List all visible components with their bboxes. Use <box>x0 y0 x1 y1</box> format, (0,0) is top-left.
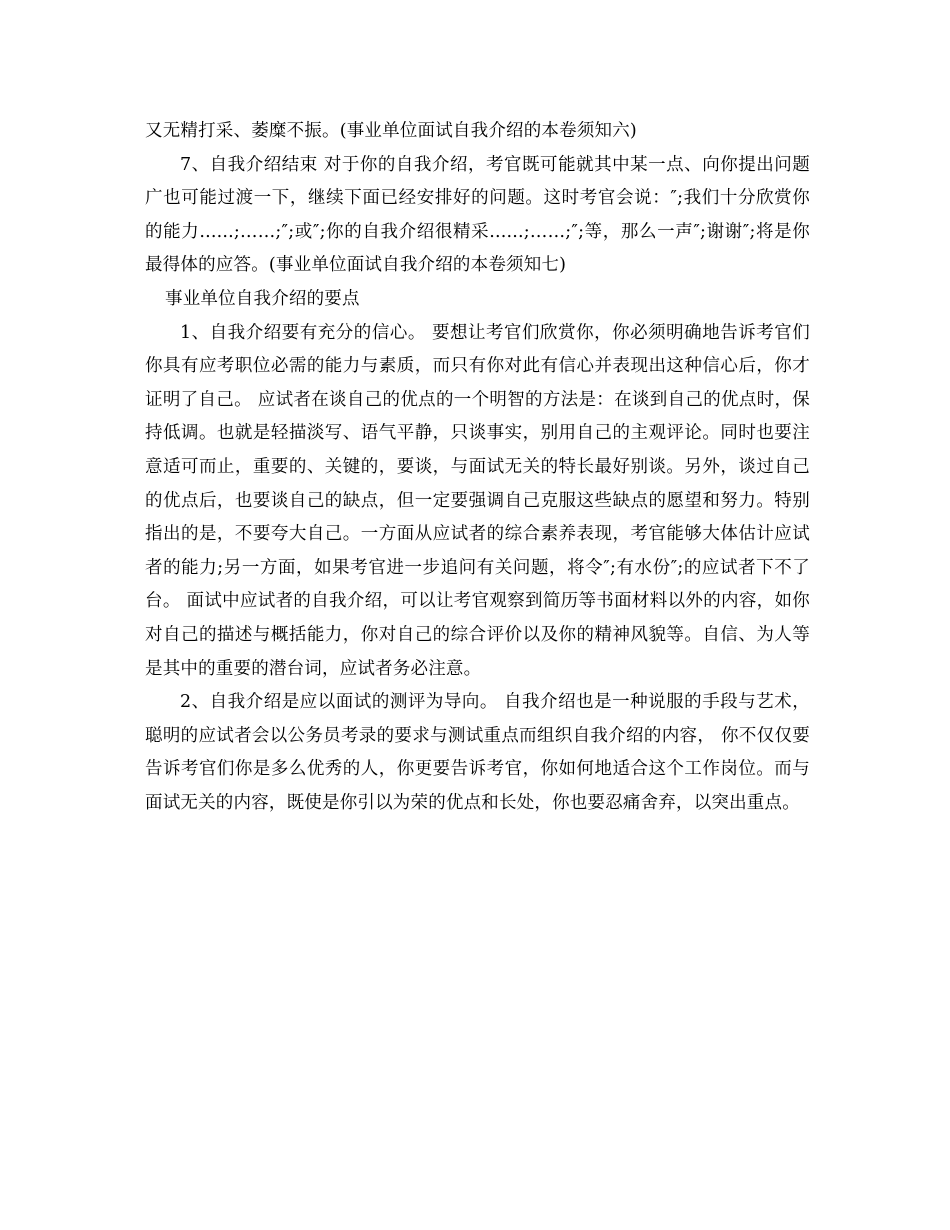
document-body <box>145 115 810 820</box>
paragraph-continuation: 又无精打采、萎糜不振。(事业单位面试自我介绍的本卷须知六) <box>145 121 637 141</box>
paragraph-point-7: 7、自我介绍结束 对于你的自我介绍，考官既可能就其中某一点、向你提出问题广也可能过渡一下，继续下面已经安排好的问题。这时考官会说：″;我们十分欣赏你的能力......;……;″;或″;你的自我介绍很精采......;……;″;等，那么一声″;谢谢″;将是你最得体的应答。(事业单位面试自我介绍的本卷须知七) <box>145 154 810 276</box>
section-heading: 事业单位自我介绍的要点 <box>165 288 360 309</box>
paragraph-key-point-2: 2、自我介绍是应以面试的测评为导向。 自我介绍也是一种说服的手段与艺术，聪明的应试者会以公务员考录的要求与测试重点而组织自我介绍的内容， 你不仅仅要告诉考官们你是多么优秀的人，你更要告诉考官，你如何地适合这个工作岗位。而与面试无关的内容，既使是你引以为荣的优点和长处，你也要忍痛舍弃，以突出重点。 <box>145 692 810 813</box>
paragraph-key-point-1: 1、自我介绍要有充分的信心。 要想让考官们欣赏你，你必须明确地告诉考官们你具有应考职位必需的能力与素质，而只有你对此有信心并表现出这种信心后，你才证明了自己。 应试者在谈自己的优点的一个明智的方法是：在谈到自己的优点时，保持低调。也就是轻描淡写、语气平静，只谈事实，别用自己的主观评论。同时也要注意适可而止，重要的、关键的，要谈，与面试无关的特长最好别谈。另外，谈过自己的优点后，也要谈自己的缺点，但一定要强调自己克服这些缺点的愿望和努力。特别指出的是，不要夸大自己。一方面从应试者的综合素养表现，考官能够大体估计应试者的能力;另一方面，如果考官进一步追问有关问题，将令″;有水份″;的应试者下不了台。 面试中应试者的自我介绍，可以让考官观察到简历等书面材料以外的内容，如你对自己的描述与概括能力，你对自己的综合评价以及你的精神风貌等。自信、为人等是其中的重要的潜台词，应试者务必注意。 <box>145 322 810 679</box>
